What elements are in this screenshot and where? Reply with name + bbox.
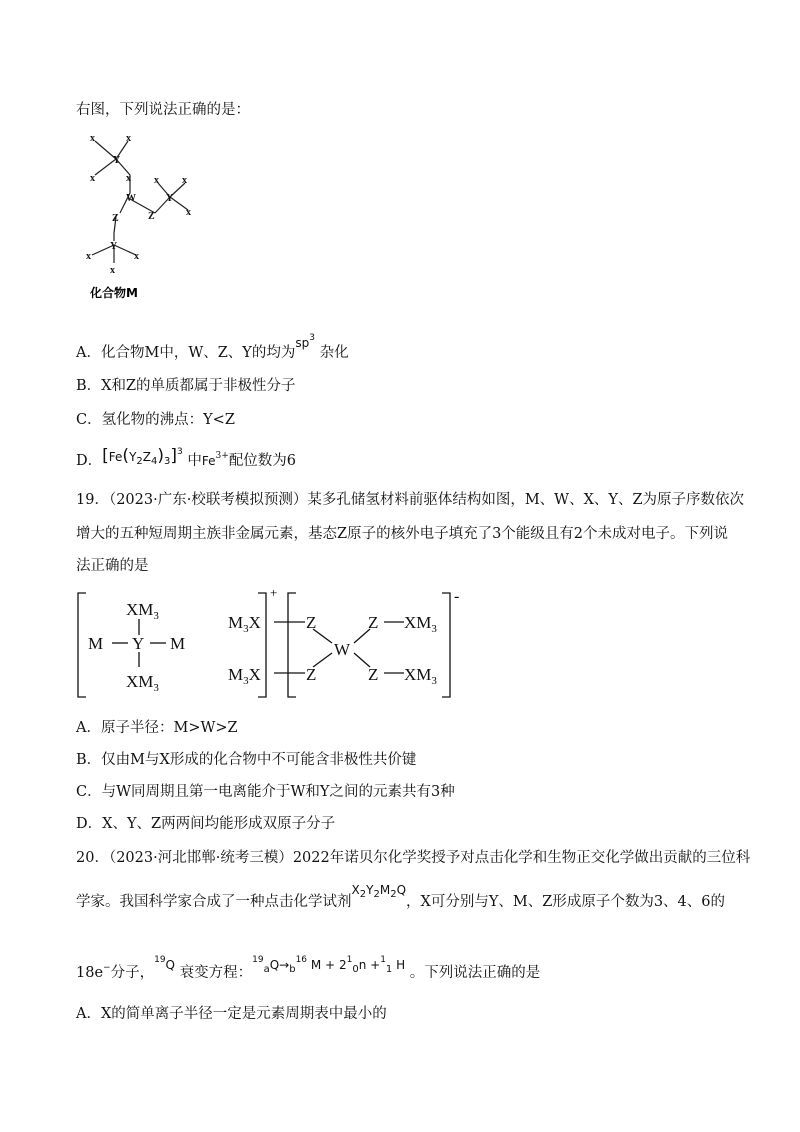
q19-option-d: D．X、Y、Z两两间均能形成双原子分子 xyxy=(76,816,336,832)
q20-stem-line3 xyxy=(76,955,541,988)
atom-x: x xyxy=(126,133,131,144)
anion-charge: - xyxy=(454,588,460,605)
anion-w: W xyxy=(334,640,351,659)
q18-option-c: C．氢化物的沸点：Y<Z xyxy=(76,412,235,428)
q20-line2-pre: 学家。我国科学家合成了一种点击化学试剂 xyxy=(76,894,352,910)
q20-line3-post: 。下列说法正确的是 xyxy=(409,965,541,981)
z-text: Z xyxy=(142,450,152,464)
q18-option-d xyxy=(76,446,296,476)
q19-stem-line3: 法正确的是 xyxy=(76,558,149,574)
fe-text: Fe xyxy=(108,450,123,464)
reagent-sub: 2 xyxy=(373,889,380,900)
y-sub: 2 xyxy=(136,456,143,467)
atom-x: x xyxy=(182,175,187,186)
eq-plus: + xyxy=(325,958,336,972)
q19-isotope xyxy=(154,955,175,972)
decay-label: 衰变方程： xyxy=(179,965,253,981)
decay-equation xyxy=(252,955,406,975)
compound-m-figure xyxy=(80,125,210,305)
eq-h-charge: 1 xyxy=(385,964,393,975)
atom-x: x xyxy=(186,207,191,218)
anion-xm3-top: $XM_3$ xyxy=(404,613,437,635)
anion-z-top-left: Z xyxy=(306,613,317,632)
electron-sup: − xyxy=(103,963,111,973)
eq-arrow: → xyxy=(279,958,290,972)
atom-x: x xyxy=(86,251,91,262)
eq-n-charge: 0 xyxy=(352,964,359,975)
atom-y: Y xyxy=(113,155,121,166)
sp-notation xyxy=(295,333,315,350)
paren-sub: 3 xyxy=(164,456,171,467)
eq-b: b xyxy=(289,964,296,975)
z-sub: 4 xyxy=(151,456,158,467)
cation-xm3-bottom: $XM_3$ xyxy=(126,672,159,694)
eq-a: a xyxy=(263,964,270,975)
q18-d-label: D． xyxy=(76,453,103,469)
reagent-m: M xyxy=(379,883,391,897)
isotope-mass: 19 xyxy=(154,955,166,965)
reagent-sub: 2 xyxy=(359,889,367,900)
fe3-sup: 3+ xyxy=(215,451,229,461)
complex-formula: [Fe(Y2Z4)3]3 xyxy=(102,446,183,467)
eq-mass-16: 16 xyxy=(295,955,308,965)
y-text: Y xyxy=(129,450,137,464)
q20-molecule-text: 分子， xyxy=(110,965,155,981)
atom-y: Y xyxy=(110,241,118,252)
eq-m: M xyxy=(310,958,322,972)
cation-m-right: M xyxy=(170,634,186,653)
q20-stem-line2 xyxy=(76,883,726,917)
q18-d-mid: 中 xyxy=(187,453,202,469)
reagent-x: X xyxy=(351,883,360,897)
eq-h: H xyxy=(396,958,406,972)
atom-x: x xyxy=(154,175,159,186)
q20-line2-post: ，X可分别与Y、M、Z形成原子个数为3、4、6的 xyxy=(406,894,726,910)
eq-n: n xyxy=(358,958,367,972)
atom-w: W xyxy=(126,193,136,204)
atom-z: Z xyxy=(148,211,155,222)
atom-x: x xyxy=(90,133,95,144)
q20-option-a: A．X的简单离子半径一定是元素周期表中最小的 xyxy=(76,1006,387,1022)
anion-xm3-bottom: $XM_3$ xyxy=(404,665,437,687)
cation-charge: + xyxy=(270,585,278,600)
q18-a-text: A．化合物M中，W、Z、Y的均为 xyxy=(76,345,296,361)
reagent-sub: 2 xyxy=(390,889,397,900)
atom-x: x xyxy=(126,173,131,184)
reagent-y: Y xyxy=(366,883,374,897)
anion-z-bottom-right: Z xyxy=(368,665,379,684)
eq-two: 2 xyxy=(338,958,347,972)
anion-z-top-right: Z xyxy=(368,613,379,632)
q20-stem-line1: 20．（2023·河北邯郸·统考三模）2022年诺贝尔化学奖授予对点击化学和生物正交化学做出贡献的三位科 xyxy=(76,850,751,866)
sp-text: sp xyxy=(295,336,310,350)
atom-y: Y xyxy=(166,193,174,204)
isotope-q: Q xyxy=(165,958,175,972)
eq-h-mass: 1 xyxy=(380,955,386,965)
eq-q: Q xyxy=(269,958,280,972)
q19-structure xyxy=(70,585,470,710)
charge-sup: 3 xyxy=(177,447,183,457)
fe3-text: Fe xyxy=(201,454,216,468)
reagent-formula xyxy=(351,883,407,900)
atom-z: Z xyxy=(112,213,119,224)
cation-y: Y xyxy=(132,634,145,653)
q19-option-b: B．仅由M与X形成的化合物中不可能含非极性共价键 xyxy=(76,752,417,768)
compound-m-caption: 化合物M xyxy=(90,286,138,300)
eq-mass-19: 19 xyxy=(252,955,264,965)
cation-m-left: M xyxy=(88,634,104,653)
q18-option-b: B．X和Z的单质都属于非极性分子 xyxy=(76,378,296,394)
q18-d-post: 配位数为6 xyxy=(228,453,297,469)
anion-m3x-bottom: $M_3X$ xyxy=(228,665,261,687)
reagent-q: Q xyxy=(396,883,407,897)
q18-option-a xyxy=(76,333,349,363)
atom-x: x xyxy=(110,265,115,276)
q19-option-c: C．与W同周期且第一电离能介于W和Y之间的元素共有3种 xyxy=(76,784,455,800)
sp-sup: 3 xyxy=(309,333,315,343)
cation-xm3-top: $XM_3$ xyxy=(126,600,159,622)
q19-option-a: A．原子半径：M>W>Z xyxy=(76,720,238,736)
electron-count: 18e xyxy=(76,965,104,981)
anion-m3x-top: $M_3X$ xyxy=(228,613,261,635)
intro-text: 右图，下列说法正确的是： xyxy=(76,102,250,118)
eq-plus: + xyxy=(370,958,381,972)
q19-stem-line1: 19．（2023·广东·校联考模拟预测）某多孔储氢材料前驱体结构如图，M、W、X、Y、Z为原子序数依次 xyxy=(76,492,745,508)
q18-a-post: 杂化 xyxy=(319,345,349,361)
atom-x: x xyxy=(134,251,139,262)
eq-n-mass: 1 xyxy=(346,955,353,965)
anion-z-bottom-left: Z xyxy=(306,665,317,684)
q19-stem-line2: 增大的五种短周期主族非金属元素，基态Z原子的核外电子填充了3个能级且有2个未成对电子。下列说 xyxy=(76,526,729,542)
atom-x: x xyxy=(90,173,95,184)
